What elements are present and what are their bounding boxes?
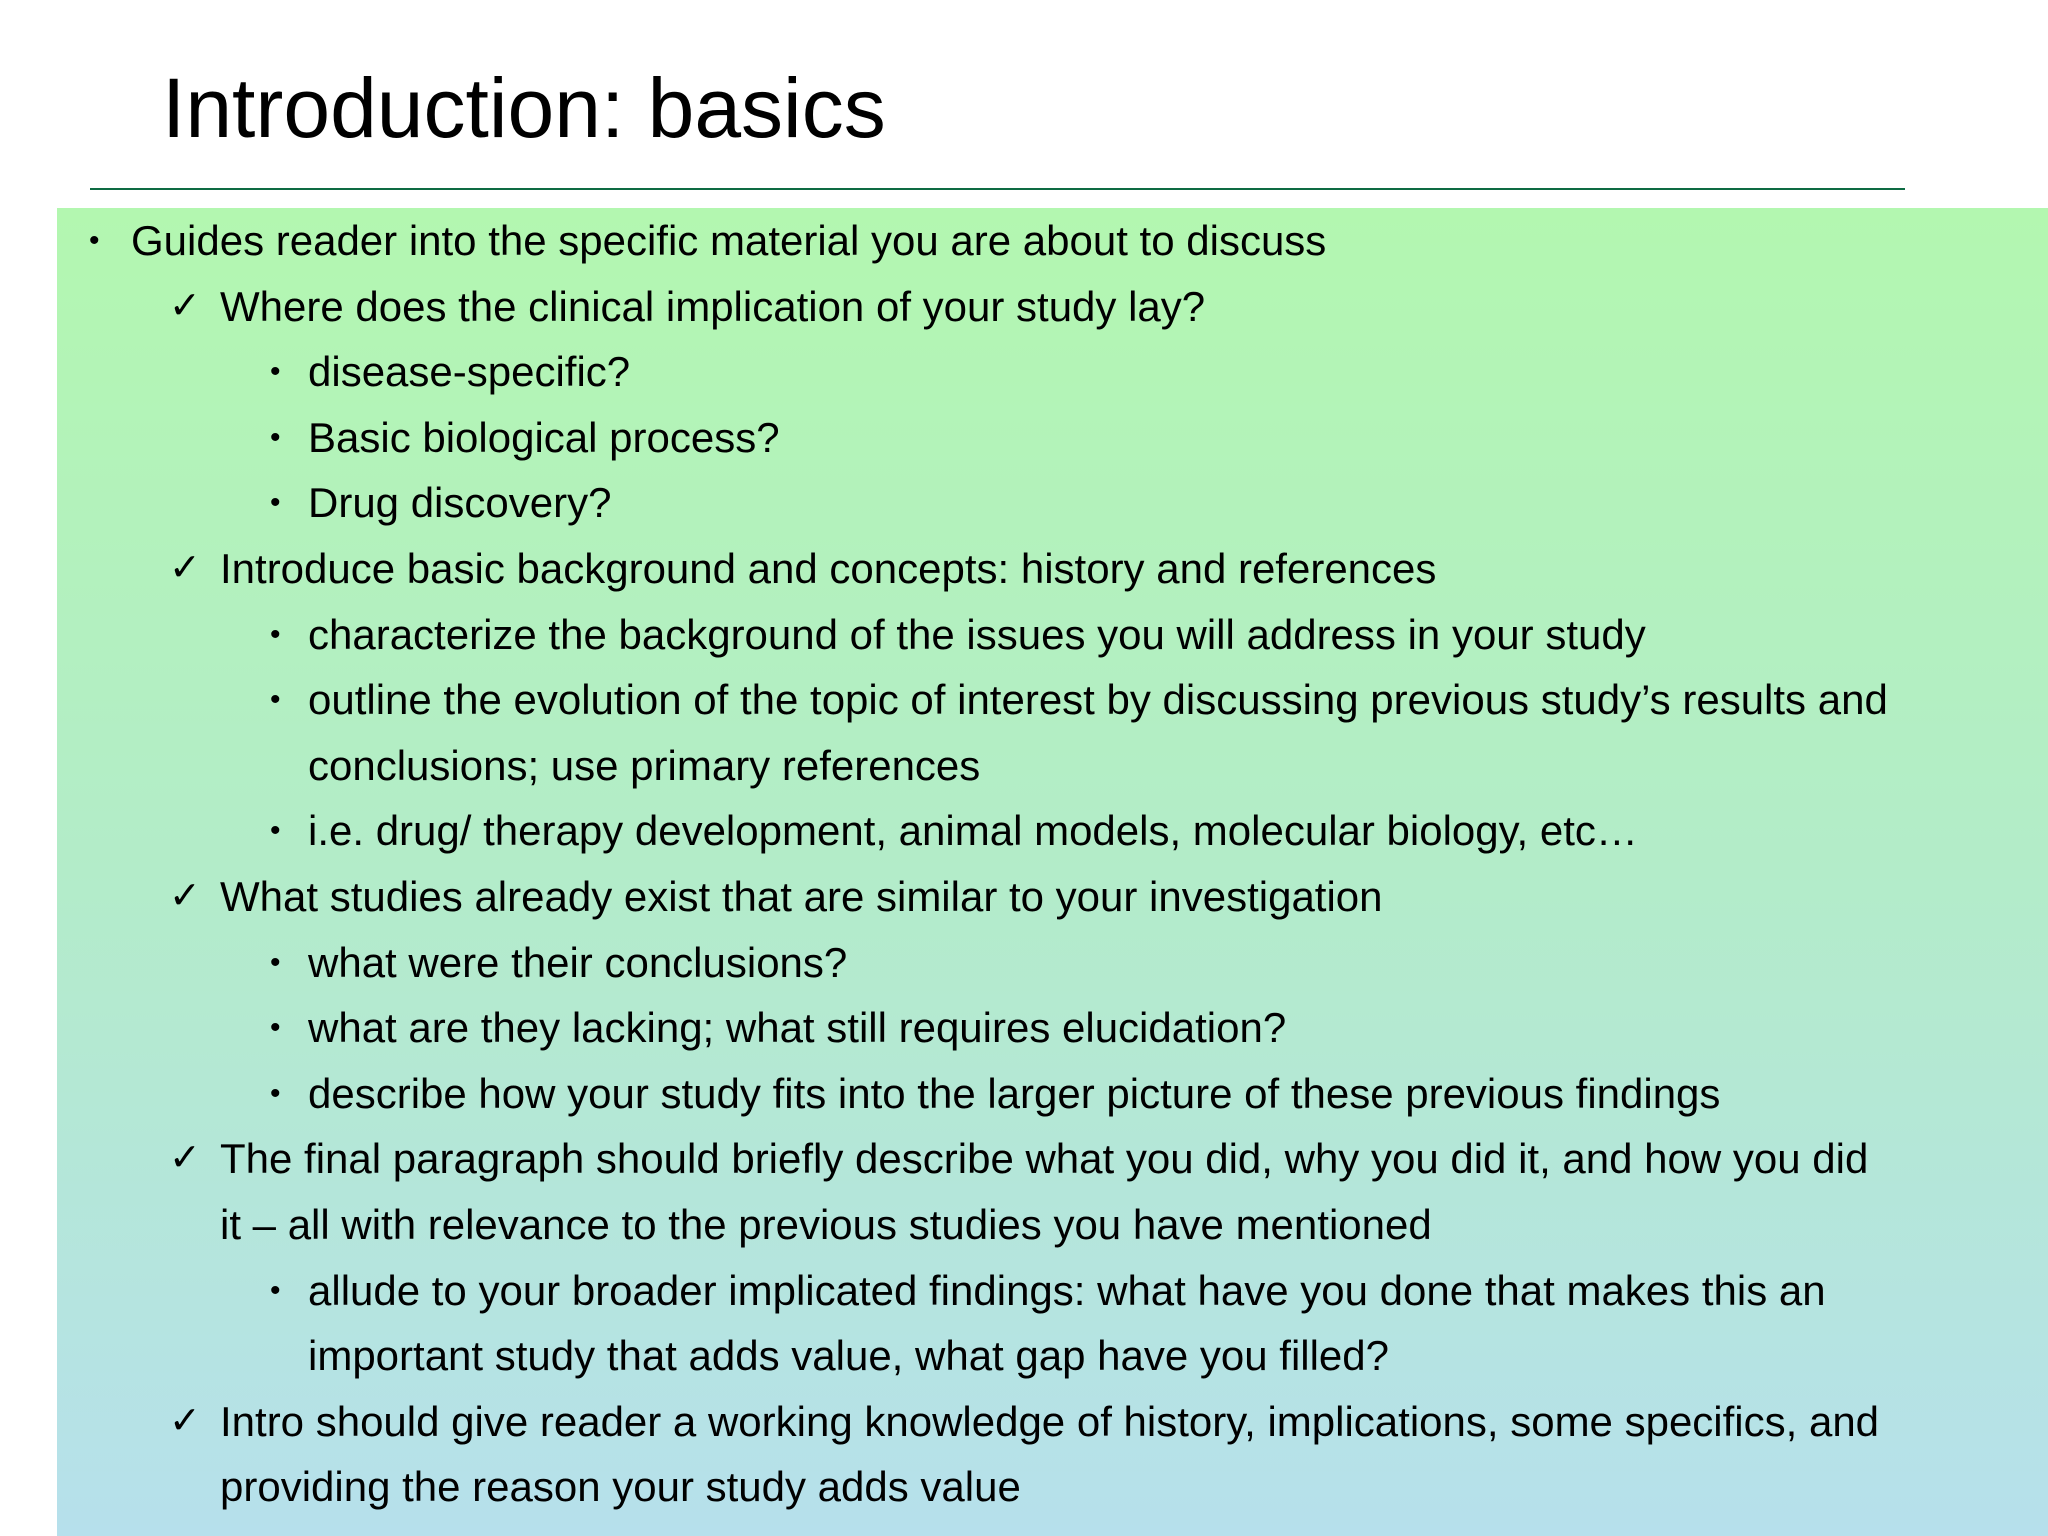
sub-bullet-item — [57, 667, 2048, 798]
sub-bullet-item — [57, 930, 2048, 996]
checklist-text-continued: providing the reason your study adds value — [220, 1463, 1021, 1511]
content-box — [57, 208, 2048, 1536]
checklist-text: The final paragraph should briefly describe what you did, why you did it, and how you did — [220, 1135, 1869, 1183]
sub-bullet-item — [57, 470, 2048, 536]
bullet-marker: • — [270, 1273, 281, 1307]
checklist-text: Where does the clinical implication of your study lay? — [220, 282, 1206, 330]
sub-bullet-item — [57, 1061, 2048, 1127]
bullet-marker: • — [270, 617, 281, 651]
bullet-item — [57, 208, 2048, 274]
sub-bullet-text: what are they lacking; what still requires elucidation? — [308, 1004, 1287, 1052]
sub-bullet-text: outline the evolution of the topic of interest by discussing previous study’s results and — [308, 676, 1888, 724]
bullet-text: Guides reader into the specific material you are about to discuss — [131, 217, 1327, 264]
bullet-marker: • — [270, 1011, 281, 1045]
checklist-text: Introduce basic background and concepts: history and references — [220, 544, 1437, 592]
sub-bullet-text: characterize the background of the issues you will address in your study — [308, 610, 1646, 658]
check-icon: ✓ — [169, 874, 201, 917]
bullet-marker: • — [270, 355, 281, 389]
bullet-marker: • — [270, 683, 281, 717]
sub-bullet-text-continued: conclusions; use primary references — [308, 741, 981, 789]
sub-bullet-text: Basic biological process? — [308, 413, 780, 461]
check-icon: ✓ — [169, 284, 201, 327]
sub-bullet-item — [57, 339, 2048, 405]
sub-bullet-text: disease-specific? — [308, 348, 631, 396]
bullet-marker: • — [270, 814, 281, 848]
checklist-item — [57, 1126, 2048, 1257]
checklist-item — [57, 536, 2048, 602]
checklist-text: What studies already exist that are similar to your investigation — [220, 872, 1383, 920]
sub-bullet-text: allude to your broader implicated findings: what have you done that makes this an — [308, 1266, 1826, 1314]
bullet-outline — [57, 208, 2048, 1520]
sub-bullet-text-continued: important study that adds value, what gap have you filled? — [308, 1332, 1390, 1380]
check-icon: ✓ — [169, 1399, 201, 1442]
sub-bullet-text: what were their conclusions? — [308, 938, 848, 986]
bullet-marker: • — [270, 420, 281, 454]
bullet-marker: • — [89, 224, 100, 257]
sub-bullet-item — [57, 995, 2048, 1061]
sub-bullet-item — [57, 405, 2048, 471]
sub-bullet-text: Drug discovery? — [308, 479, 612, 527]
sub-bullet-text: i.e. drug/ therapy development, animal models, molecular biology, etc… — [308, 807, 1638, 855]
checklist-item — [57, 864, 2048, 930]
checklist-item — [57, 1389, 2048, 1520]
checklist-text: Intro should give reader a working knowledge of history, implications, some specifics, and — [220, 1397, 1880, 1445]
checklist-text-continued: it – all with relevance to the previous studies you have mentioned — [220, 1200, 1432, 1248]
bullet-marker: • — [270, 945, 281, 979]
check-icon: ✓ — [169, 1137, 201, 1180]
title-divider — [90, 188, 1905, 190]
check-icon: ✓ — [169, 546, 201, 589]
slide-title: Introduction: basics — [162, 61, 886, 155]
sub-bullet-item — [57, 1258, 2048, 1389]
checklist-item — [57, 274, 2048, 340]
sub-bullet-item — [57, 602, 2048, 668]
sub-bullet-text: describe how your study fits into the larger picture of these previous findings — [308, 1069, 1721, 1117]
bullet-marker: • — [270, 1076, 281, 1110]
sub-bullet-item — [57, 798, 2048, 864]
bullet-marker: • — [270, 486, 281, 520]
